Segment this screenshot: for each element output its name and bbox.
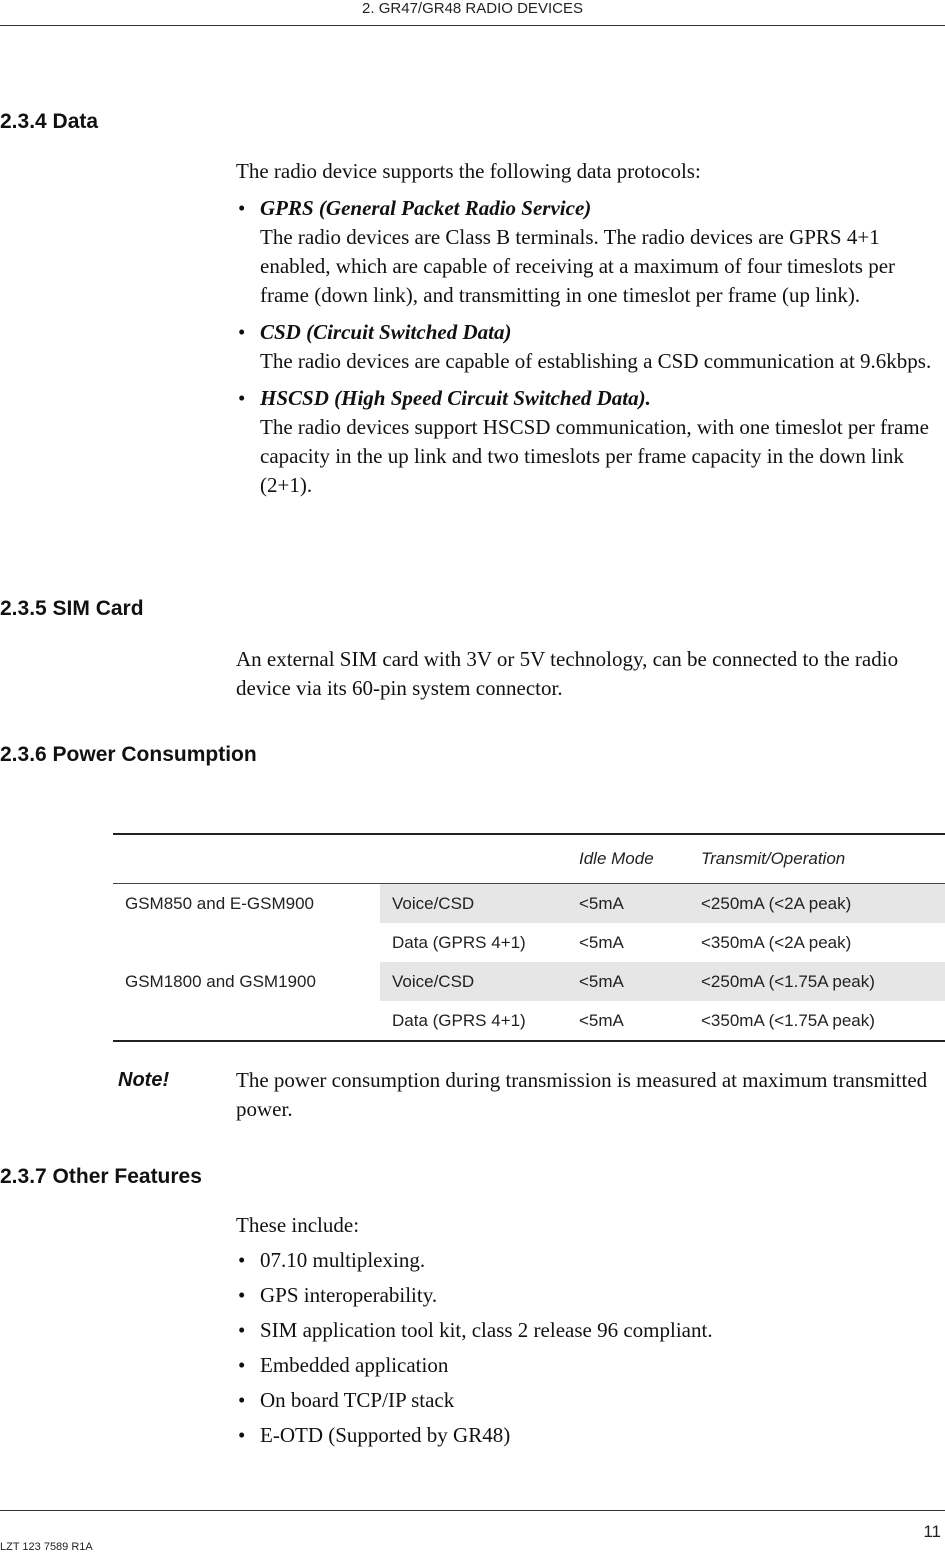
table-row xyxy=(113,1001,945,1041)
table-cell: Voice/CSD xyxy=(380,884,567,924)
list-item: • 07.10 multiplexing. xyxy=(236,1246,944,1281)
bullet-text: The radio devices are Class B terminals. The radio devices are GPRS 4+1 enabled, which are capable of receiving at a maximum of four timeslots per frame (down link), and transmitting in one timeslot per frame (up link). xyxy=(260,225,896,307)
table-cell: Data (GPRS 4+1) xyxy=(392,932,526,952)
table-cell: <250mA (<1.75A peak) xyxy=(689,962,945,1001)
bullet-text: The radio devices are capable of establishing a CSD communication at 9.6kbps. xyxy=(260,349,932,373)
table-header-cell xyxy=(380,834,567,884)
document-id: LZT 123 7589 R1A xyxy=(0,1541,93,1553)
running-header: 2. GR47/GR48 RADIO DEVICES xyxy=(362,0,583,17)
list-item: • On board TCP/IP stack xyxy=(236,1386,944,1421)
table-cell: GSM850 and E-GSM900 xyxy=(125,893,314,913)
table-cell xyxy=(113,1001,380,1041)
header-rule xyxy=(0,25,945,26)
section-heading-power: 2.3.6 Power Consumption xyxy=(0,743,257,766)
power-consumption-table xyxy=(113,833,945,1042)
table-cell xyxy=(113,923,380,962)
data-protocol-list xyxy=(236,194,944,500)
list-item xyxy=(236,384,944,500)
section-heading-data: 2.3.4 Data xyxy=(0,110,99,133)
bullet-text: The radio devices support HSCSD communication, with one timeslot per frame capacity in the up link and two timeslots per frame capacity in the down link (2+1). xyxy=(260,415,929,497)
table-cell: Voice/CSD xyxy=(380,962,567,1001)
table-cell: <350mA (<2A peak) xyxy=(701,932,852,952)
page-number: 11 xyxy=(923,1522,941,1541)
other-section-body xyxy=(236,1211,944,1456)
section-heading-other: 2.3.7 Other Features xyxy=(0,1165,202,1188)
table-row xyxy=(113,923,945,962)
table-cell: <5mA xyxy=(567,962,689,1001)
table-cell: <250mA (<2A peak) xyxy=(689,884,945,924)
list-item: • Embedded application xyxy=(236,1351,944,1386)
section-heading-sim: 2.3.5 SIM Card xyxy=(0,597,144,620)
table-cell: <5mA xyxy=(567,884,689,924)
table-cell: <5mA xyxy=(567,1001,689,1041)
other-intro: These include: xyxy=(236,1213,360,1237)
table-header-cell xyxy=(113,834,380,884)
table-cell: GSM1800 and GSM1900 xyxy=(125,971,316,991)
table-header-row xyxy=(113,834,945,884)
sim-text: An external SIM card with 3V or 5V technology, can be connected to the radio device via its 60-pin system connector. xyxy=(236,647,899,700)
table-cell: <5mA xyxy=(579,932,624,952)
note-text: The power consumption during transmission is measured at maximum transmitted power. xyxy=(236,1068,928,1121)
table-row xyxy=(113,962,945,1001)
note-label: Note! xyxy=(118,1069,170,1091)
data-intro: The radio device supports the following data protocols: xyxy=(236,159,701,183)
bullet-title: • GPRS (General Packet Radio Service) xyxy=(260,196,592,220)
table-cell: <350mA (<1.75A peak) xyxy=(689,1001,945,1041)
bullet-title: • HSCSD (High Speed Circuit Switched Data). xyxy=(260,386,651,410)
table-cell: Data (GPRS 4+1) xyxy=(380,1001,567,1041)
features-list xyxy=(236,1246,944,1456)
data-section-body xyxy=(236,157,944,508)
list-item xyxy=(236,194,944,310)
table-header-cell: Transmit/Operation xyxy=(689,834,945,884)
table-header-cell: Idle Mode xyxy=(567,834,689,884)
list-item xyxy=(236,318,944,376)
footer-rule xyxy=(0,1510,945,1511)
list-item: • SIM application tool kit, class 2 release 96 compliant. xyxy=(236,1316,944,1351)
bullet-title: • CSD (Circuit Switched Data) xyxy=(260,320,512,344)
table-row xyxy=(113,884,945,924)
list-item: • E-OTD (Supported by GR48) xyxy=(236,1421,944,1456)
list-item: • GPS interoperability. xyxy=(236,1281,944,1316)
